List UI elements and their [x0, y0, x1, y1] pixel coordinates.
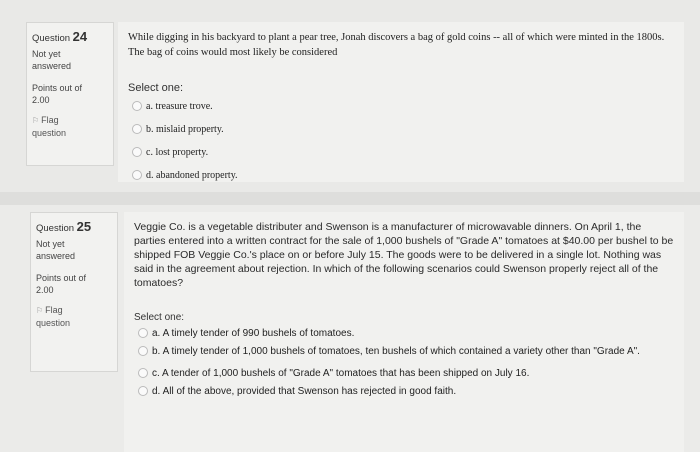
- question-text: Veggie Co. is a vegetable distributer and Swenson is a manufacturer of microwavable dinners. On April 1, the parties entered into a written contract for the sale of 1,000 bushels of "Grade A" tomatoes at $40.00 per bushel to be shipped FOB Veggie Co.'s place on or before July 15. The goods were to be delivered in a single lot. Nothing was said in the agreement about rejection. In which of the following scenarios could Swenson properly reject all of the tomatoes?: [134, 221, 674, 289]
- points-label: Points out of: [36, 273, 87, 283]
- flag-question-link[interactable]: ⚐ Flag question: [36, 305, 71, 328]
- answer-option[interactable]: a. A timely tender of 990 bushels of tomatoes.: [124, 327, 684, 345]
- flag-icon: ⚐: [36, 306, 44, 315]
- radio-button[interactable]: [132, 170, 142, 180]
- points-label: Points out of: [32, 83, 83, 93]
- radio-button[interactable]: [132, 147, 142, 157]
- question-content: [124, 212, 684, 452]
- answer-option[interactable]: b. mislaid property.: [118, 123, 684, 146]
- question-text: While digging in his backyard to plant a pear tree, Jonah discovers a bag of gold coins -- all of which were minted in the 1800s. The bag of coins would most likely be considered: [128, 32, 665, 58]
- status-label: Not yet: [36, 239, 65, 249]
- answer-option[interactable]: d. abandoned property.: [118, 169, 684, 192]
- answer-option[interactable]: d. All of the above, provided that Swenson has rejected in good faith.: [124, 385, 684, 403]
- flag-question-link[interactable]: ⚐ Flag question: [32, 115, 67, 138]
- points-value: 2.00: [32, 95, 50, 105]
- answer-option[interactable]: b. A timely tender of 1,000 bushels of tomatoes, ten bushels of which contained a variety other than "Grade A".: [124, 345, 684, 363]
- question-25: [0, 205, 700, 452]
- status-label: answered: [36, 251, 76, 261]
- radio-button[interactable]: [138, 328, 148, 338]
- answer-options: [124, 327, 684, 403]
- select-one-label: Select one:: [134, 312, 185, 323]
- status-label: answered: [32, 61, 72, 71]
- answer-option[interactable]: a. treasure trove.: [118, 100, 684, 123]
- answer-option[interactable]: c. A tender of 1,000 bushels of "Grade A" tomatoes that has been shipped on July 16.: [124, 367, 684, 385]
- question-number: Question 25: [36, 219, 92, 234]
- question-content: [118, 22, 684, 182]
- flag-icon: ⚐: [32, 116, 40, 125]
- radio-button[interactable]: [138, 386, 148, 396]
- select-one-label: Select one:: [128, 82, 184, 94]
- answer-option[interactable]: c. lost property.: [118, 146, 684, 169]
- question-24: [0, 0, 700, 192]
- status-label: Not yet: [32, 49, 61, 59]
- question-info-panel: [26, 22, 114, 166]
- radio-button[interactable]: [132, 101, 142, 111]
- radio-button[interactable]: [132, 124, 142, 134]
- radio-button[interactable]: [138, 346, 148, 356]
- question-number: Question 24: [32, 29, 88, 44]
- answer-options: [118, 100, 684, 192]
- question-info-panel: [30, 212, 118, 372]
- points-value: 2.00: [36, 285, 54, 295]
- radio-button[interactable]: [138, 368, 148, 378]
- question-separator: [0, 192, 700, 205]
